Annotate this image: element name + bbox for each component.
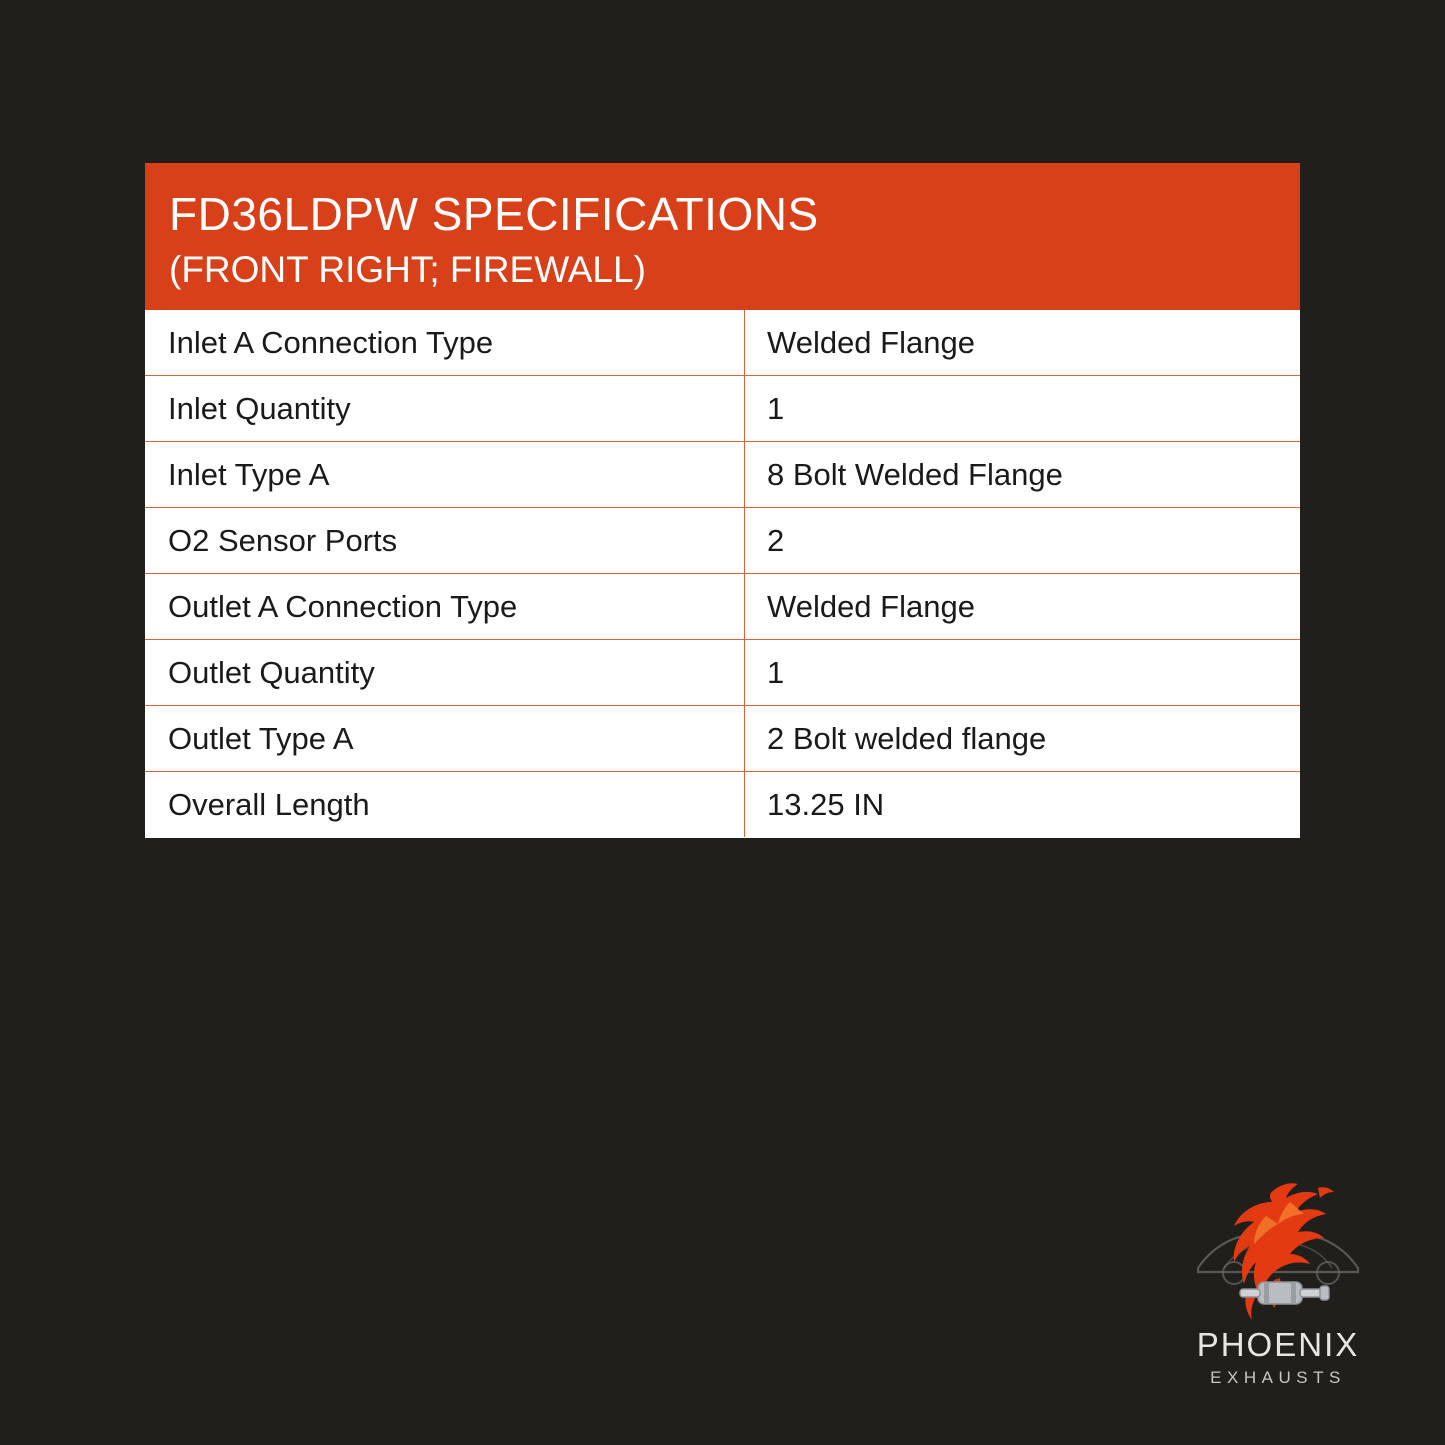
spec-label: O2 Sensor Ports [146, 508, 745, 574]
page-title: FD36LDPW SPECIFICATIONS [169, 188, 819, 240]
spec-value: Welded Flange [745, 310, 1300, 376]
spec-label: Inlet A Connection Type [146, 310, 745, 376]
table-row [146, 706, 1300, 772]
brand-logo [1178, 1176, 1378, 1386]
phoenix-bird-icon [1178, 1176, 1378, 1326]
table-row [146, 376, 1300, 442]
card-header [145, 163, 1300, 310]
brand-name: PHOENIX [1196, 1326, 1360, 1363]
spec-label: Inlet Quantity [146, 376, 745, 442]
spec-value: 2 [745, 508, 1300, 574]
spec-label: Overall Length [146, 772, 745, 838]
spec-label: Outlet A Connection Type [146, 574, 745, 640]
page-subtitle: (FRONT RIGHT; FIREWALL) [169, 249, 646, 290]
spec-value: 2 Bolt welded flange [745, 706, 1300, 772]
spec-value: 8 Bolt Welded Flange [745, 442, 1300, 508]
spec-label: Inlet Type A [146, 442, 745, 508]
spec-value: 1 [745, 376, 1300, 442]
spec-value: Welded Flange [745, 574, 1300, 640]
spec-label: Outlet Type A [146, 706, 745, 772]
table-row [146, 772, 1300, 838]
table-row [146, 574, 1300, 640]
table-row [146, 442, 1300, 508]
specifications-card [145, 163, 1300, 838]
table-row [146, 640, 1300, 706]
spec-label: Outlet Quantity [146, 640, 745, 706]
table-row [146, 508, 1300, 574]
spec-value: 13.25 IN [745, 772, 1300, 838]
specifications-table [145, 310, 1300, 838]
spec-value: 1 [745, 640, 1300, 706]
brand-tagline: EXHAUSTS [1210, 1368, 1346, 1387]
table-row [146, 310, 1300, 376]
